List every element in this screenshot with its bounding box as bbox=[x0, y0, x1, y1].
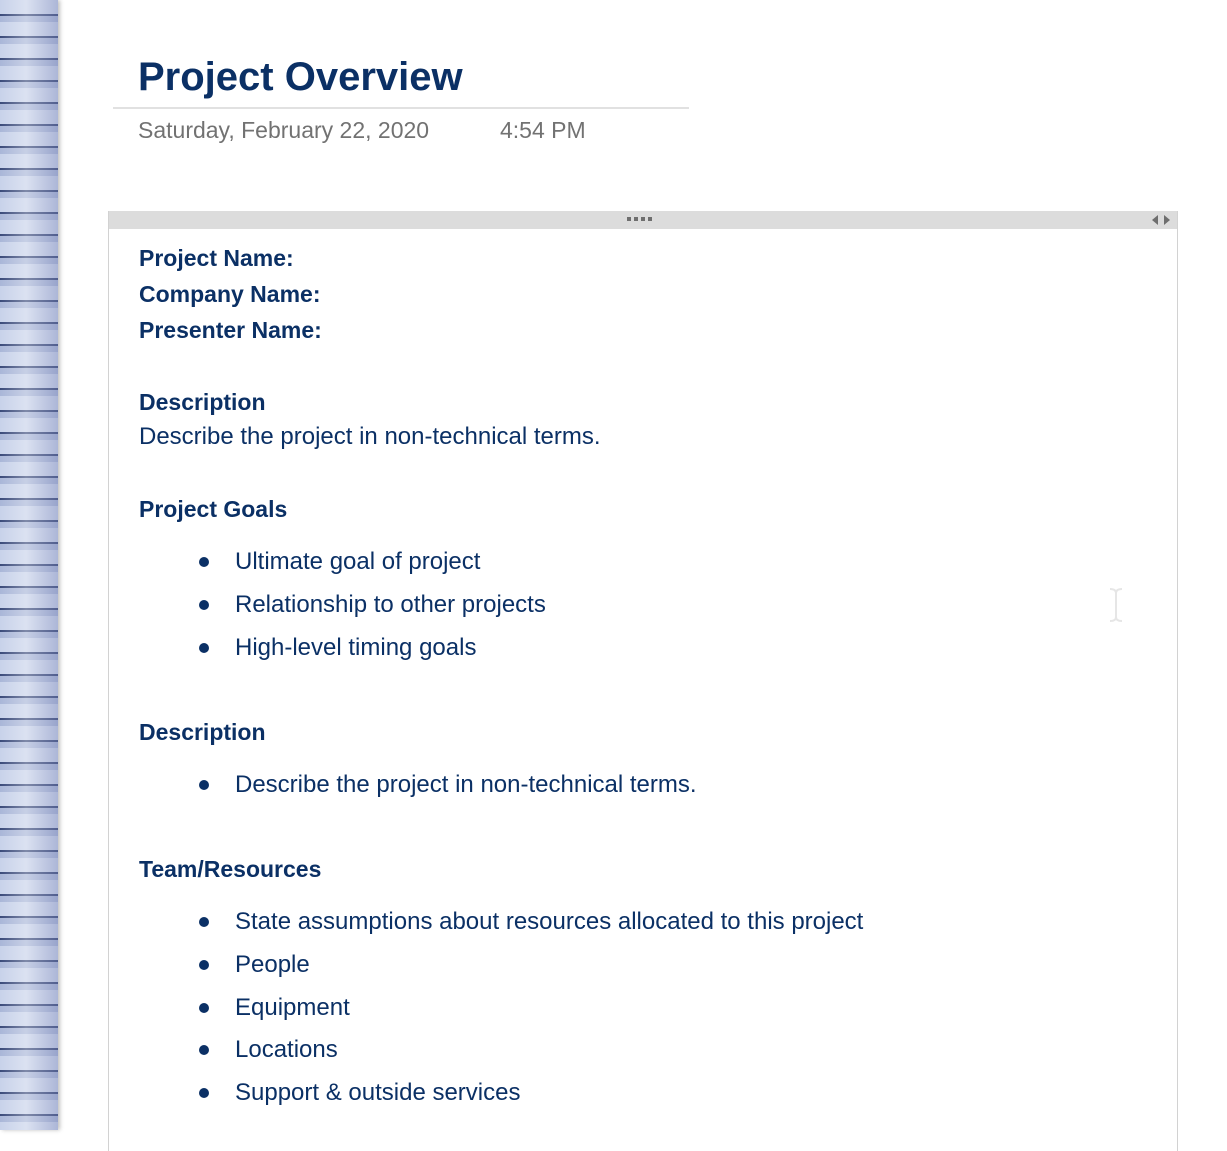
team-resources-heading[interactable]: Team/Resources bbox=[139, 856, 322, 882]
bullet-icon bbox=[199, 600, 209, 610]
company-name-field[interactable]: Company Name: bbox=[139, 281, 321, 307]
bullet-icon bbox=[199, 1045, 209, 1055]
project-goals-heading[interactable]: Project Goals bbox=[139, 496, 288, 522]
list-item-text: Relationship to other projects bbox=[235, 591, 546, 618]
text-cursor-icon bbox=[1106, 588, 1126, 622]
description-heading[interactable]: Description bbox=[139, 389, 266, 415]
title-divider bbox=[113, 107, 689, 109]
list-item-text: Ultimate goal of project bbox=[235, 548, 481, 575]
bullet-icon bbox=[199, 917, 209, 927]
drag-grip-icon[interactable] bbox=[627, 216, 657, 222]
list-item-text: People bbox=[235, 951, 310, 978]
list-item-text: Locations bbox=[235, 1036, 338, 1063]
container-handle-bar[interactable] bbox=[109, 211, 1177, 229]
notebook-binding-icon bbox=[0, 0, 58, 1130]
project-name-field[interactable]: Project Name: bbox=[139, 245, 294, 271]
bullet-icon bbox=[199, 643, 209, 653]
bullet-icon bbox=[199, 780, 209, 790]
description-heading-2[interactable]: Description bbox=[139, 719, 266, 745]
description-text[interactable]: Describe the project in non-technical terms. bbox=[139, 423, 601, 450]
list-item-text: Equipment bbox=[235, 994, 350, 1021]
page-title[interactable]: Project Overview bbox=[138, 55, 463, 99]
list-item-text: High-level timing goals bbox=[235, 634, 477, 661]
bullet-icon bbox=[199, 960, 209, 970]
bullet-icon bbox=[199, 557, 209, 567]
list-item-text: Describe the project in non-technical terms. bbox=[235, 771, 697, 798]
bullet-icon bbox=[199, 1088, 209, 1098]
page-date: Saturday, February 22, 2020 bbox=[138, 117, 430, 143]
list-item-text: State assumptions about resources allocated to this project bbox=[235, 908, 864, 935]
presenter-name-field[interactable]: Presenter Name: bbox=[139, 317, 322, 343]
note-container[interactable] bbox=[108, 211, 1178, 1151]
bullet-icon bbox=[199, 1003, 209, 1013]
resize-width-icon[interactable] bbox=[1151, 214, 1171, 226]
page-time: 4:54 PM bbox=[500, 117, 586, 143]
list-item-text: Support & outside services bbox=[235, 1079, 521, 1106]
